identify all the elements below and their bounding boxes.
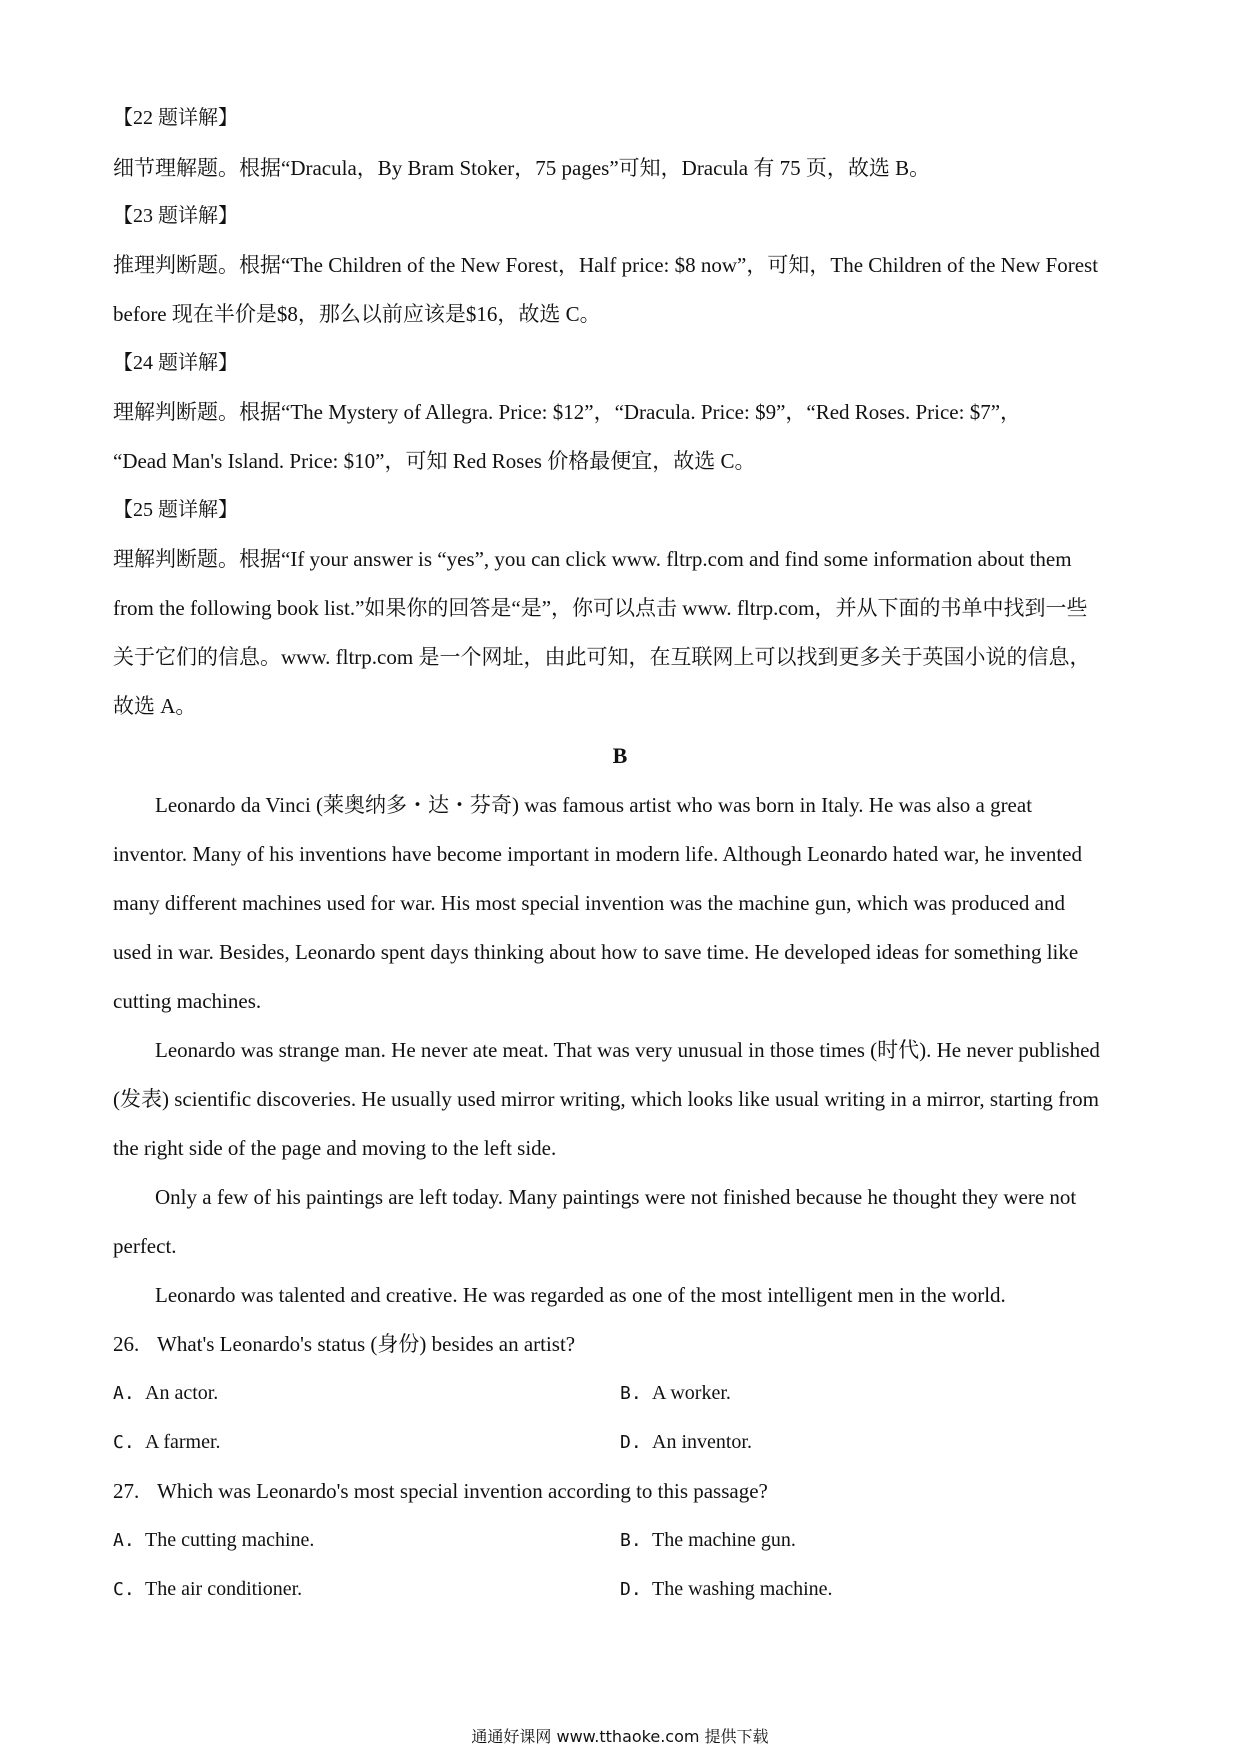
q25-heading: 【25 题详解】	[113, 499, 238, 521]
option-letter: A.	[113, 1383, 135, 1404]
option-d[interactable]	[620, 1574, 833, 1605]
q24-explanation-line: “Dead Man's Island. Price: $10”，可知 Red Roses 价格最便宜，故选 C。	[113, 449, 756, 473]
option-text: The air conditioner.	[145, 1578, 303, 1600]
passage-line: Leonardo was talented and creative. He was regarded as one of the most intelligent men in the world.	[155, 1283, 1006, 1307]
option-text: A farmer.	[145, 1431, 221, 1453]
passage-line: inventor. Many of his inventions have become important in modern life. Although Leonardo hated war, he invented	[113, 842, 1083, 866]
q23-explanation-line: before 现在半价是$8，那么以前应该是$16，故选 C。	[113, 302, 601, 326]
option-a[interactable]	[113, 1378, 218, 1409]
question-26	[113, 1329, 575, 1359]
passage-line: Only a few of his paintings are left today. Many paintings were not finished because he thought they were not	[155, 1185, 1077, 1209]
passage-line: many different machines used for war. His most special invention was the machine gun, which was produced and	[113, 891, 1065, 915]
option-text: An inventor.	[652, 1431, 752, 1453]
option-letter: B.	[620, 1530, 642, 1551]
q25-explanation-line: from the following book list.”如果你的回答是“是”，你可以点击 www. fltrp.com，并从下面的书单中找到一些	[113, 596, 1088, 620]
passage-line: perfect.	[113, 1234, 177, 1258]
option-text: The machine gun.	[652, 1529, 796, 1551]
passage-line: (发表) scientific discoveries. He usually used mirror writing, which looks like usual writing in a mirror, starting from	[113, 1087, 1099, 1111]
option-letter: D.	[620, 1579, 642, 1600]
option-text: The cutting machine.	[145, 1529, 315, 1551]
q24-explanation-line: 理解判断题。根据“The Mystery of Allegra. Price: $12”，“Dracula. Price: $9”，“Red Roses. Price: $7”，	[113, 400, 1022, 424]
option-letter: C.	[113, 1579, 135, 1600]
passage-line: the right side of the page and moving to the left side.	[113, 1136, 557, 1160]
q24-heading: 【24 题详解】	[113, 352, 238, 374]
option-b[interactable]	[620, 1378, 731, 1409]
option-a[interactable]	[113, 1525, 314, 1556]
option-text: An actor.	[145, 1382, 219, 1404]
passage-line: Leonardo da Vinci (莱奥纳多・达・芬奇) was famous artist who was born in Italy. He was also a great	[155, 793, 1033, 817]
question-27	[113, 1476, 768, 1506]
question-text: What's Leonardo's status (身份) besides an artist?	[157, 1332, 576, 1356]
q25-explanation-line: 关于它们的信息。www. fltrp.com 是一个网址，由此可知，在互联网上可以找到更多关于英国小说的信息，	[113, 645, 1091, 669]
option-text: A worker.	[652, 1382, 731, 1404]
question-number: 27.	[113, 1479, 140, 1503]
option-c[interactable]	[113, 1574, 302, 1605]
option-d[interactable]	[620, 1427, 752, 1458]
q22-heading: 【22 题详解】	[113, 107, 238, 129]
question-number: 26.	[113, 1332, 140, 1356]
option-letter: A.	[113, 1530, 135, 1551]
q22-explanation: 细节理解题。根据“Dracula，By Bram Stoker，75 pages”可知，Dracula 有 75 页，故选 B。	[113, 156, 931, 180]
option-letter: B.	[620, 1383, 642, 1404]
option-c[interactable]	[113, 1427, 221, 1458]
passage-line: Leonardo was strange man. He never ate meat. That was very unusual in those times (时代). He never published	[155, 1038, 1100, 1062]
question-text: Which was Leonardo's most special invention according to this passage?	[157, 1479, 768, 1503]
option-letter: D.	[620, 1432, 642, 1453]
passage-line: cutting machines.	[113, 989, 262, 1013]
q23-explanation-line: 推理判断题。根据“The Children of the New Forest，Half price: $8 now”，可知，The Children of the New Forest	[113, 253, 1099, 277]
option-text: The washing machine.	[652, 1578, 833, 1600]
page-footer: 通通好课网 www.tthaoke.com 提供下载	[471, 1727, 769, 1746]
q25-explanation-line: 故选 A。	[113, 694, 197, 718]
section-title: B	[612, 743, 628, 768]
passage-line: used in war. Besides, Leonardo spent days thinking about how to save time. He developed ideas for something like	[113, 940, 1079, 964]
option-b[interactable]	[620, 1525, 796, 1556]
q25-explanation-line: 理解判断题。根据“If your answer is “yes”, you can click www. fltrp.com and find some information about them	[113, 547, 1072, 571]
q23-heading: 【23 题详解】	[113, 205, 238, 227]
option-letter: C.	[113, 1432, 135, 1453]
